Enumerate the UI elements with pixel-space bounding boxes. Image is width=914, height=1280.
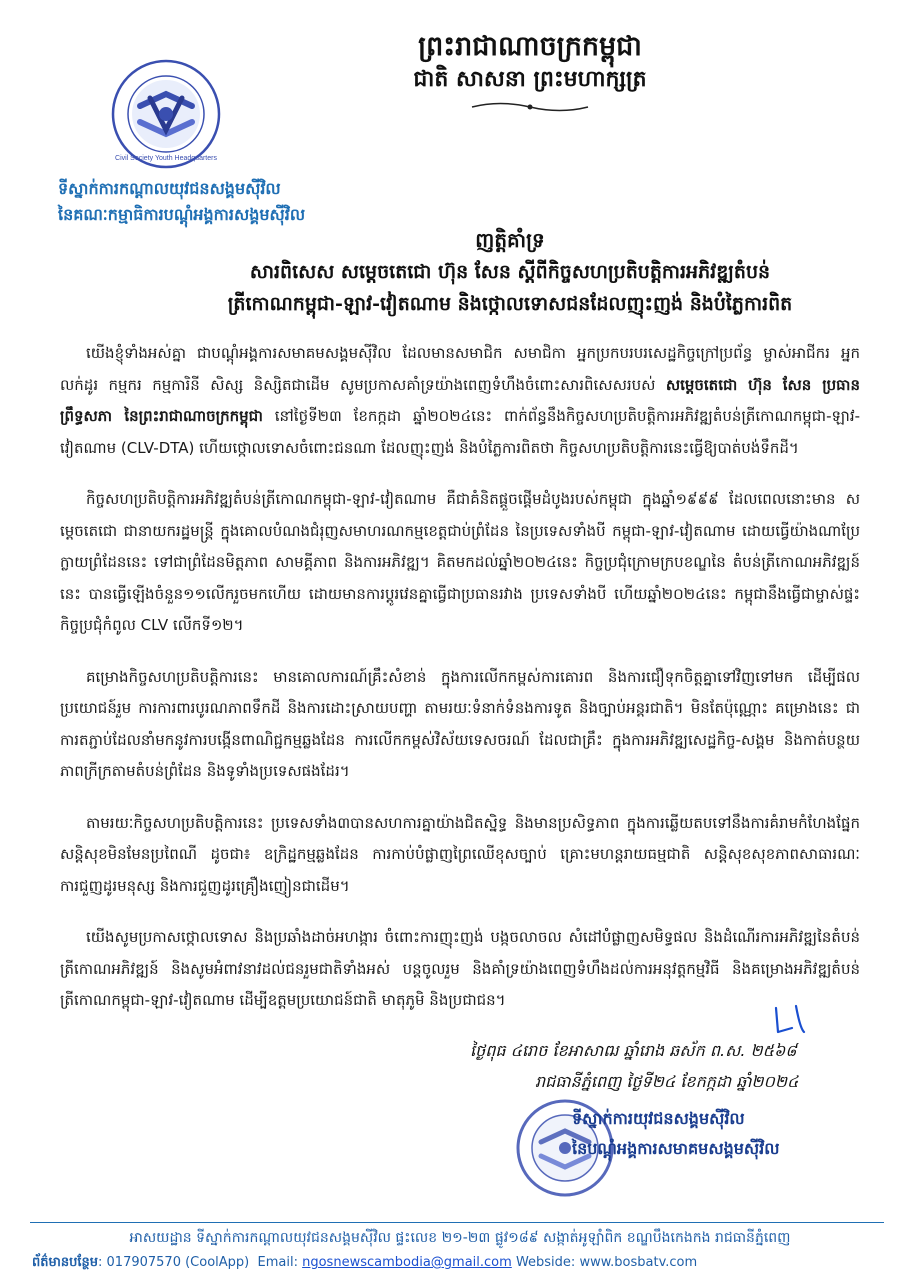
signatory-line2: នៃបណ្តុំអង្គការសមាគមសង្គមស៊ីវិល	[572, 1139, 780, 1158]
document-subject-line1: សារពិសេស សម្តេចតេជោ ហ៊ុន សែន ស្តីពីកិច្ចសហប្រតិបត្តិការអភិវឌ្ឍតំបន់	[249, 261, 771, 283]
email-link[interactable]: ngosnewscambodia@gmail.com	[302, 1255, 512, 1270]
gregorian-date: រាជធានីភ្នំពេញ ថ្ងៃទី២៤ ខែកក្កដា ឆ្នាំ២០២៤	[535, 1072, 799, 1091]
ornament-divider-icon	[470, 100, 590, 114]
signatory-organization	[572, 1104, 872, 1164]
org-name-line1: ទីស្នាក់ការកណ្តាលយុវជនសង្គមស៊ីវិល	[58, 179, 281, 198]
org-name-line2: នៃគណៈកម្មាធិការបណ្តុំអង្គការសង្គមស៊ីវិល	[58, 205, 306, 224]
paragraph-2: កិច្ចសហប្រតិបត្តិការអភិវឌ្ឍតំបន់ត្រីកោណកម្ពុជា-ឡាវ-វៀតណាម គឺជាគំនិតផ្តួចផ្តើមដំបូងរបស់កម្ពុជា ក្នុងឆ្នាំ១៩៩៩ ដែលពេលនោះមាន សម្តេចតេជោ ជានាយករដ្ឋមន្ត្រី ក្នុងគោលបំណងជំរុញសមាហរណកម្មខេត្តជាប់ព្រំដែន នៃប្រទេសទាំងបី កម្ពុជា-ឡាវ-វៀតណាម ដោយធ្វើយ៉ាងណាប្រែក្លាយព្រំដែននេះ ទៅជាព្រំដែនមិត្តភាព សាមគ្គីភាព និងការអភិវឌ្ឍ។ គិតមកដល់ឆ្នាំ២០២៤នេះ កិច្ចប្រជុំក្រោមក្របខណ្ឌនៃ តំបន់ត្រីកោណអភិវឌ្ឍន៍នេះ បានធ្វើឡើងចំនួន១១លើករួចមកហើយ ដោយមានការប្តូរវេនគ្នាធ្វើជាប្រធានរវាង ប្រទេសទាំងបី ហើយឆ្នាំ២០២៤នេះ កម្ពុជានឹងធ្វើជាម្ចាស់ផ្ទះកិច្ចប្រជុំកំពូល CLV លើកទី១២។	[60, 490, 860, 634]
website-link[interactable]: www.bosbatv.com	[579, 1255, 698, 1270]
paragraph-3: គម្រោងកិច្ចសហប្រតិបត្តិការនេះ មានគោលការណ៍គ្រឹះសំខាន់ ក្នុងការលើកកម្ពស់ការគោរព និងការជឿទុកចិត្តគ្នាទៅវិញទៅមក ដើម្បីផលប្រយោជន៍រួម ការការពារបូរណភាពទឹកដី និងការដោះស្រាយបញ្ហា តាមរយៈទំនាក់ទំនងការទូត និងច្បាប់អន្តរជាតិ។ មិនតែប៉ុណ្ណោះ គម្រោងនេះ ជាការតភ្ជាប់ដែលនាំមកនូវការបង្កើនពាណិជ្ជកម្មឆ្លងដែន ការលើកកម្ពស់វិស័យទេសចរណ៍ ដែលជាគ្រឹះ ក្នុងការអភិវឌ្ឍសេដ្ឋកិច្ច-សង្គម និងកាត់បន្ថយភាពក្រីក្រតាមតំបន់ព្រំដែន និងទូទាំងប្រទេសផងដែរ។	[60, 667, 860, 780]
signatory-line1: ទីស្នាក់ការយុវជនសង្គមស៊ីវិល	[572, 1109, 745, 1128]
paragraph-1-rest: នៅថ្ងៃទី២៣ ខែកក្កដា ឆ្នាំ២០២៤នេះ ពាក់ព័ន្ធនឹងកិច្ចសហប្រតិបត្តិការអភិវឌ្ឍតំបន់ត្រីកោណកម្ពុជា-ឡាវ-វៀតណាម (CLV-DTA) ហើយថ្កោលទោសចំពោះជនណា ដែលញុះញង់ និងបំភ្លៃការពិតថា កិច្ចសហប្រតិបត្តិការនេះធ្វើឱ្យបាត់បង់ទឹកដី។	[60, 407, 860, 457]
kingdom-title: ព្រះរាជាណាចក្រកម្ពុជា	[418, 31, 642, 62]
handwritten-signature-icon	[770, 998, 810, 1038]
lunar-date: ថ្ងៃពុធ ៤រោច ខែអាសាឍ ឆ្នាំរោង ឆស័ក ព.ស. ២៥៦៨	[470, 1041, 797, 1060]
document-body	[60, 338, 860, 1037]
footer-address: អាសយដ្ឋាន ទីស្នាក់ការកណ្តាលយុវជនសង្គមស៊ីវិល ផ្ទះលេខ ២១-២៣ ផ្លូវ១៨៩ សង្កាត់អូឡាំពិក ខណ្ឌបឹងកេងកង រាជធានីភ្នំពេញ	[129, 1230, 791, 1246]
paragraph-1	[60, 338, 860, 464]
document-type-title: ញត្តិគាំទ្រ	[475, 228, 545, 252]
paragraph-4: តាមរយៈកិច្ចសហប្រតិបត្តិការនេះ ប្រទេសទាំង៣បានសហការគ្នាយ៉ាងជិតស្និទ្ធ និងមានប្រសិទ្ធភាព ក្នុងការឆ្លើយតបទៅនឹងការគំរាមកំហែងផ្នែកសន្តិសុខមិនមែនប្រពៃណី ដូចជា៖ ឧក្រិដ្ឋកម្មឆ្លងដែន ការកាប់បំផ្លាញព្រៃឈើខុសច្បាប់ គ្រោះមហន្តរាយធម្មជាតិ សន្តិសុខសុខភាពសាធារណៈ ការជួញដូរមនុស្ស និងការជួញដូរគ្រឿងញៀនជាដើម។	[60, 813, 860, 895]
paragraph-1-intro: យើងខ្ញុំទាំងអស់គ្នា ជាបណ្តុំអង្គការសមាគមសង្គមស៊ីវិល ដែលមានសមាជិក សមាជិកា អ្នកប្រកបរបរសេដ្ឋកិច្ចក្រៅប្រព័ន្ធ ម្ចាស់អាជីករ អ្នកលក់ដូរ កម្មករ កម្មការិនី សិស្ស និស្សិតជាដើម សូមប្រកាសគាំទ្រយ៉ាងពេញទំហឹងចំពោះសារពិសេសរបស់	[60, 344, 860, 394]
email-label: Email:	[257, 1255, 298, 1270]
footer-divider	[30, 1222, 884, 1223]
logo-ring-text: Civil Society Youth Headquarters	[115, 155, 217, 162]
paragraph-5: យើងសូមប្រកាសថ្កោលទោស និងប្រឆាំងដាច់អហង្ការ ចំពោះការញុះញង់ បង្កចលាចល សំដៅបំផ្លាញសមិទ្ធផល និងដំណើរការអភិវឌ្ឍនៃតំបន់ត្រីកោណអភិវឌ្ឍន៍ និងសូមអំពាវនាវដល់ជនរួមជាតិទាំងអស់ បន្តចូលរួម និងគាំទ្រយ៉ាងពេញទំហឹងដល់ការអនុវត្តកម្មវិធី និងគម្រោងអភិវឌ្ឍតំបន់ត្រីកោណកម្ពុជា-ឡាវ-វៀតណាម ដើម្បីឧត្តមប្រយោជន៍ជាតិ មាតុភូមិ និងប្រជាជន។	[60, 928, 860, 1009]
footer-contact	[32, 1254, 892, 1273]
website-label: Webside:	[515, 1255, 576, 1270]
document-subject-line2: ត្រីកោណកម្ពុជា-ឡាវ-វៀតណាម និងថ្កោលទោសជនដែលញុះញង់ និងបំភ្លៃការពិត	[227, 293, 793, 315]
document-titles	[150, 224, 870, 320]
contact-phone: : 017907570 (CoolApp)	[98, 1255, 250, 1270]
contact-info-label: ព័ត៌មានបន្ថែម	[32, 1255, 99, 1270]
national-motto: ជាតិ សាសនា ព្រះមហាក្សត្រ	[413, 66, 647, 92]
issuing-organization	[58, 176, 378, 228]
org-logo-icon	[110, 58, 222, 170]
kingdom-header	[330, 30, 730, 114]
paragraph-1-emphasis: សម្តេចតេជោ ហ៊ុន សែន ប្រធានព្រឹទ្ធសភា នៃព្រះរាជាណាចក្រកម្ពុជា	[60, 375, 860, 425]
